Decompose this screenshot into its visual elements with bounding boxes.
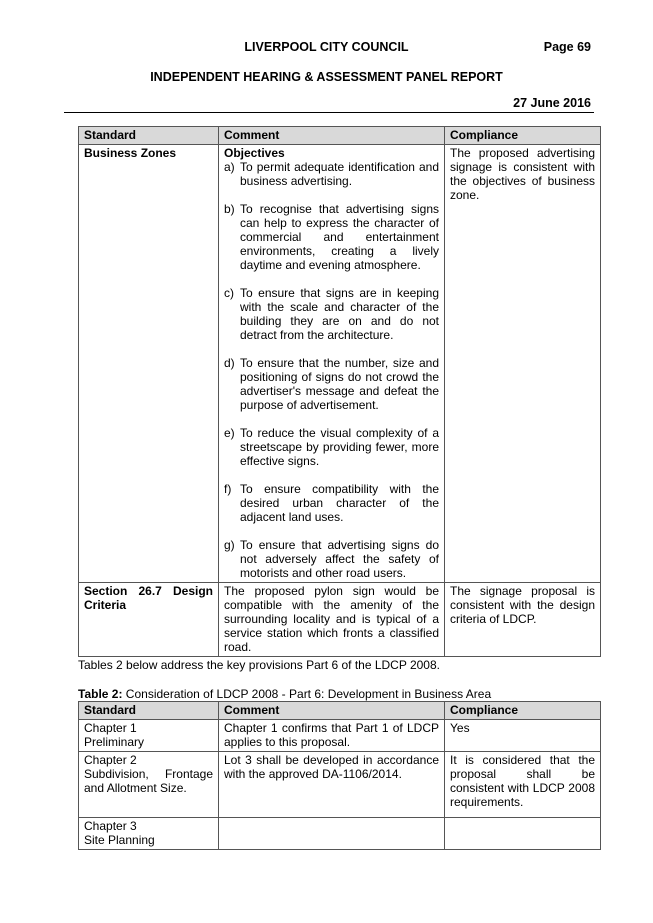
report-date: 27 June 2016: [513, 96, 591, 110]
standard-cell: [79, 752, 219, 818]
column-header-comment: Comment: [219, 702, 445, 720]
table-row: [79, 752, 601, 818]
comment-cell: [219, 145, 445, 583]
table-header-row: [79, 702, 601, 720]
comment-cell: [219, 818, 445, 850]
list-item-text: To permit adequate identification and business advertising.: [240, 160, 439, 188]
column-header-compliance: Compliance: [445, 127, 601, 145]
list-item-text: To recognise that advertising signs can help to express the character of commercial and entertainment environments, creating a lively daytime and evening atmosphere.: [240, 202, 439, 272]
comment-cell: The proposed pylon sign would be compatible with the amenity of the surrounding locality and is typical of a service station which fronts a classified road.: [219, 583, 445, 657]
column-header-standard: Standard: [79, 127, 219, 145]
list-item-letter: f): [224, 482, 232, 496]
comment-cell: Chapter 1 confirms that Part 1 of LDCP applies to this proposal.: [219, 720, 445, 752]
table-row: [79, 818, 601, 850]
signage-standards-table: [78, 126, 601, 657]
table-row: [79, 583, 601, 657]
table-row: [79, 720, 601, 752]
column-header-compliance: Compliance: [445, 702, 601, 720]
standard-cell: Business Zones: [79, 145, 219, 583]
list-item: [224, 356, 439, 412]
compliance-cell: It is considered that the proposal shall be consistent with LDCP 2008 requirements.: [445, 752, 601, 818]
chapter-title: Site Planning: [84, 833, 155, 847]
list-item-text: To reduce the visual complexity of a streetscape by providing fewer, more effective signs.: [240, 426, 439, 468]
caption-text: Consideration of LDCP 2008 - Part 6: Development in Business Area: [122, 687, 492, 701]
list-item-text: To ensure that advertising signs do not adversely affect the safety of motorists and other road users.: [240, 538, 439, 580]
list-item: [224, 286, 439, 342]
list-item-letter: c): [224, 286, 234, 300]
header-divider: [64, 112, 594, 113]
report-title: INDEPENDENT HEARING & ASSESSMENT PANEL REPORT: [150, 70, 503, 84]
list-item-text: To ensure that signs are in keeping with the scale and character of the building they are on and do not detract from the architecture.: [240, 286, 439, 342]
ldcp-part6-table: [78, 701, 601, 850]
list-item-letter: g): [224, 538, 235, 552]
chapter-number: Chapter 3: [84, 819, 137, 833]
chapter-title: Preliminary: [84, 735, 145, 749]
objectives-title: Objectives: [224, 146, 285, 160]
list-item-letter: a): [224, 160, 235, 174]
list-item-letter: b): [224, 202, 235, 216]
column-header-standard: Standard: [79, 702, 219, 720]
list-item: [224, 160, 439, 188]
column-header-comment: Comment: [219, 127, 445, 145]
compliance-cell: Yes: [445, 720, 601, 752]
objectives-list: [224, 160, 439, 580]
list-item: [224, 482, 439, 524]
council-name: LIVERPOOL CITY COUNCIL: [244, 40, 409, 54]
list-item-letter: e): [224, 426, 235, 440]
table-caption: [78, 687, 491, 701]
compliance-cell: The signage proposal is consistent with the design criteria of LDCP.: [445, 583, 601, 657]
standard-cell: [79, 818, 219, 850]
comment-cell: Lot 3 shall be developed in accordance with the approved DA-1106/2014.: [219, 752, 445, 818]
compliance-cell: The proposed advertising signage is consistent with the objectives of business zone.: [445, 145, 601, 583]
standard-cell: [79, 720, 219, 752]
table-header-row: [79, 127, 601, 145]
list-item: [224, 426, 439, 468]
standard-cell: Section 26.7 Design Criteria: [79, 583, 219, 657]
list-item: [224, 202, 439, 272]
chapter-title: Subdivision, Frontage and Allotment Size.: [84, 767, 213, 795]
list-item-text: To ensure compatibility with the desired urban character of the adjacent land uses.: [240, 482, 439, 524]
list-item-letter: d): [224, 356, 235, 370]
caption-label: Table 2:: [78, 687, 123, 701]
intro-paragraph: Tables 2 below address the key provisions Part 6 of the LDCP 2008.: [78, 658, 440, 672]
chapter-number: Chapter 2: [84, 753, 137, 767]
compliance-cell: [445, 818, 601, 850]
table-row: [79, 145, 601, 583]
list-item-text: To ensure that the number, size and positioning of signs do not crowd the advertiser's message and defeat the purpose of advertisement.: [240, 356, 439, 412]
list-item: [224, 538, 439, 580]
page-number: Page 69: [543, 40, 591, 54]
chapter-number: Chapter 1: [84, 721, 137, 735]
